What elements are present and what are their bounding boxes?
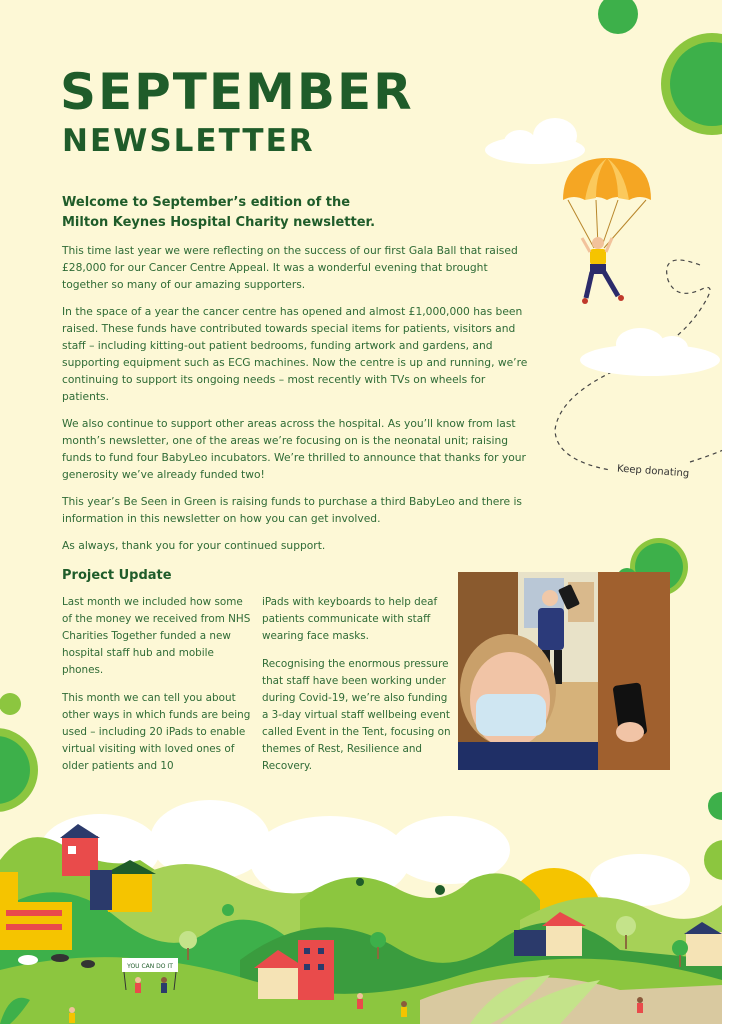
- body-paragraph-1: This time last year we were reflecting on the success of our first Gala Ball that raised £28,000 for our Cancer Centre Appeal. It was a wonderful evening that brought together so many of our amazing supporters.: [62, 244, 518, 291]
- intro-line-2: Milton Keynes Hospital Charity newsletter.: [62, 215, 376, 230]
- body-text: [62, 242, 532, 564]
- project-col2-paragraph-2: Recognising the enormous pressure that staff have been working under during Covid-19, we’re also funding a 3-day virtual staff wellbeing event called Event in the Tent, focusing on themes of Rest, Resilience and Recovery.: [262, 658, 451, 772]
- project-column-1: [62, 594, 252, 786]
- green-circle-right-1: [708, 792, 722, 820]
- intro-line-1: Welcome to September’s edition of the: [62, 195, 351, 210]
- project-col1-paragraph-2: This month we can tell you about other ways in which funds are being used – including 20 iPads to enable virtual visiting with loved ones of older patients and 10: [62, 692, 251, 772]
- parachutist-icon: [582, 237, 624, 304]
- sign-text: YOU CAN DO IT: [127, 963, 173, 970]
- project-col2-paragraph-1: iPads with keyboards to help deaf patients communicate with staff wearing face masks.: [262, 596, 438, 642]
- body-paragraph-3: We also continue to support other areas across the hospital. As you’ll know from last month’s newsletter, one of the areas we’re focusing on is the neonatal unit; raising funds to fund four BabyLeo incubators. We’re thrilled to announce that thanks for your generosity we’ve already funded two!: [62, 417, 526, 481]
- green-circle-left-small: [0, 693, 21, 715]
- parachute-icon: [563, 158, 651, 248]
- body-paragraph-2: In the space of a year the cancer centre has opened and almost £1,000,000 has been raised. These funds have contributed towards special items for patients, visitors and staff – including kitting-out patient bedrooms, funding artwork and gardens, and supporting equipment such as ECG machines. Now the centre is up and running, we’re continuing to support its ongoing needs – most recently with TVs on wheels for patients.: [62, 305, 528, 403]
- newsletter-subtitle: NEWSLETTER: [62, 123, 315, 159]
- green-circle-top: [598, 0, 638, 34]
- keep-donating-label: Keep donating: [616, 463, 690, 480]
- green-circle-right-2: [704, 840, 722, 880]
- landscape-illustration: [0, 800, 722, 1024]
- cloud-top: [485, 118, 585, 164]
- newsletter-title: SEPTEMBER: [60, 63, 414, 121]
- cloud-right: [580, 328, 720, 376]
- body-paragraph-5: As always, thank you for your continued support.: [62, 539, 326, 552]
- project-col1-paragraph-1: Last month we included how some of the money we received from NHS Charities Together funded a new hospital staff hub and mobile phones.: [62, 596, 251, 676]
- project-column-2: [262, 594, 452, 786]
- staff-photo: [458, 572, 670, 770]
- intro-heading: [62, 193, 482, 233]
- body-paragraph-4: This year’s Be Seen in Green is raising funds to purchase a third BabyLeo and there is information in this newsletter on how you can get involved.: [62, 495, 522, 525]
- project-update-heading: Project Update: [62, 568, 172, 583]
